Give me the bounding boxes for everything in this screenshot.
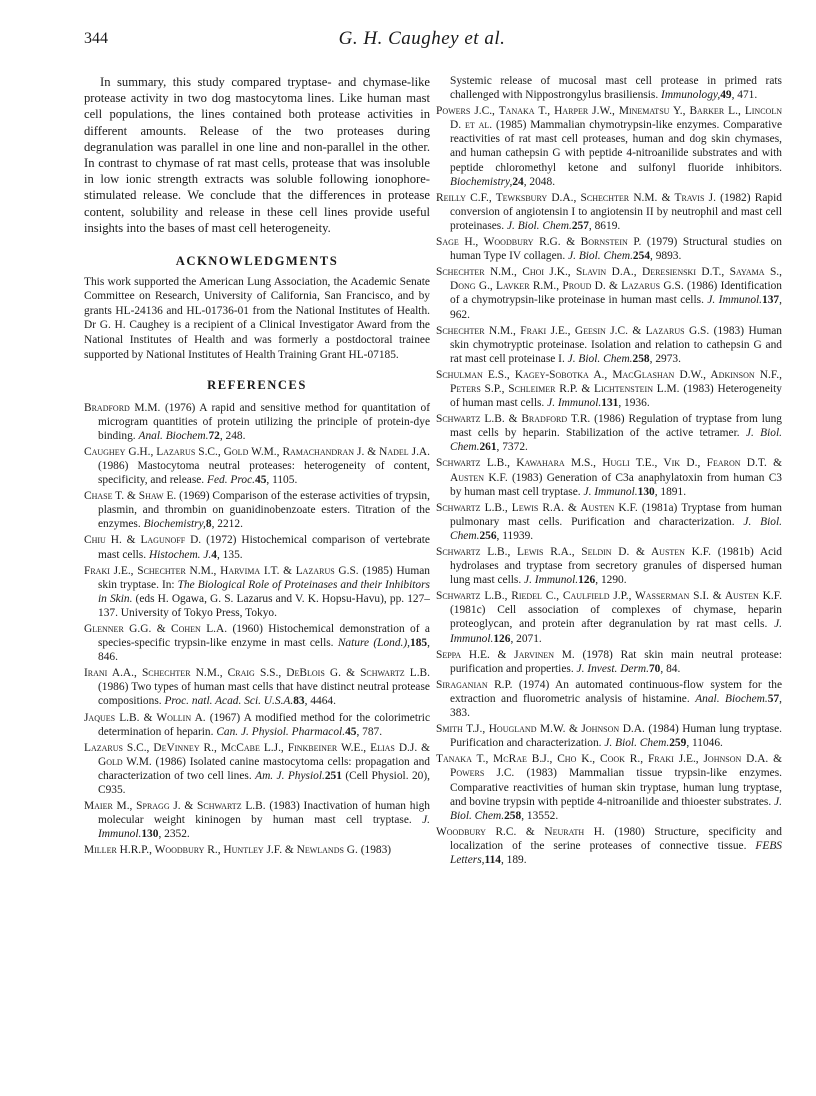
- reference-journal: Biochemistry,: [143, 518, 206, 531]
- reference-entry: [84, 843, 430, 857]
- reference-authors: Lazarus S.C., DeVinney R., McCabe L.J., Finkbeiner W.E., Elias D.J. & Gold W.M.: [84, 741, 430, 768]
- reference-pages: , 2212.: [211, 518, 243, 531]
- reference-authors: Reilly C.F., Tewksbury D.A., Schechter N.M. & Travis J.: [436, 191, 716, 204]
- reference-journal: J. Biol. Chem.: [450, 515, 782, 542]
- reference-pages: , 7372.: [496, 441, 528, 454]
- reference-title: Identification of a chymotrypsin-like proteinase in human mast cells.: [450, 280, 782, 307]
- reference-journal: Am. J. Physiol.: [255, 769, 325, 782]
- reference-title: A rapid and sensitive method for quantitation of microgram quantities of protein utilizing the principle of protein-dye binding.: [98, 401, 430, 442]
- reference-journal: J. Immunol.: [547, 397, 602, 410]
- reference-year: (1980): [614, 825, 645, 838]
- reference-journal: Anal. Biochem.: [138, 429, 209, 442]
- references-heading: REFERENCES: [207, 378, 307, 393]
- reference-title: Systemic release of mucosal mast cell protease in primed rats challenged with Nippostrongylus brasiliensis.: [450, 75, 782, 102]
- reference-year: (1972): [206, 534, 237, 547]
- reference-entry: [436, 412, 782, 454]
- reference-title: Mastocytoma neutral proteases: heterogeneity of content, specificity, and release.: [98, 459, 430, 487]
- reference-year: (1986): [155, 755, 186, 768]
- reference-pages: , 2973.: [649, 352, 681, 365]
- reference-title: Cell association of complexes of chymase, heparin proteoglycan, and protein after degranulation by rat mast cells.: [450, 604, 782, 631]
- reference-year: (1983): [360, 844, 392, 857]
- reference-title: Isolated canine mastocytoma cells: propagation and characterization of two cell lines.: [98, 755, 430, 782]
- reference-entry: [84, 799, 430, 841]
- reference-pages: , 13552.: [521, 809, 559, 822]
- reference-entry: [84, 445, 430, 487]
- reference-authors: Maier M., Spragg J. & Schwartz L.B.: [84, 800, 266, 813]
- reference-authors: Schechter N.M., Choi J.K., Slavin D.A., Deresienski D.T., Sayama S., Dong G., Lavker R.M., Proud D. & Lazarus G.S.: [436, 266, 782, 293]
- reference-title: Tryptase from human pulmonary mast cells. Purification and characterization.: [450, 501, 782, 528]
- reference-volume: 130: [141, 828, 159, 841]
- reference-entry: [84, 533, 430, 561]
- reference-volume: 256: [479, 529, 497, 542]
- reference-authors: Schwartz L.B., Kawahara M.S., Hugli T.E., Vik D., Fearon D.T. & Austen K.F.: [436, 457, 782, 484]
- reference-title: Comparison of the esterase activities of trypsin, plasmin, and thrombin on guanidinobenzoate esters. Titration of the enzymes.: [98, 490, 430, 531]
- reference-title: Rat skin main neutral protease: purification and properties.: [450, 648, 782, 675]
- reference-volume: 72: [208, 429, 220, 442]
- right-column: [436, 74, 782, 869]
- reference-pages: , 1891.: [654, 485, 687, 498]
- reference-volume: 131: [601, 397, 619, 410]
- reference-year: (1982): [720, 191, 751, 204]
- reference-authors: Fraki J.E., Schechter N.M., Harvima I.T. & Lazarus G.S.: [84, 564, 359, 577]
- reference-year: (1976): [164, 401, 196, 414]
- reference-volume: 126: [578, 574, 596, 587]
- reference-title: Acid hydrolases and tryptase from secretory granules of dispersed human lung mast cells.: [450, 546, 782, 587]
- reference-pages: , 248.: [219, 429, 246, 442]
- reference-volume: 137: [762, 294, 780, 307]
- reference-entry: [436, 265, 782, 321]
- reference-year: (1960): [232, 623, 263, 635]
- references-list-right: [436, 74, 782, 867]
- page-header: [84, 30, 760, 56]
- reference-title: Structure, specificity and localization of the serine proteases of connective tissue.: [450, 825, 782, 852]
- reference-volume: 261: [479, 441, 497, 454]
- reference-journal: J. Immunol.: [98, 814, 430, 841]
- reference-entry: [436, 456, 782, 498]
- reference-volume: 49: [720, 89, 732, 102]
- reference-volume: 258: [504, 809, 522, 822]
- reference-pages: , 135.: [216, 548, 243, 561]
- reference-title: A modified method for the colorimetric determination of heparin.: [98, 711, 431, 738]
- reference-pages: (eds H. Ogawa, G. S. Lazarus and V. K. Hopsu-Havu), pp. 127–137. University of Tokyo Press, Tokyo.: [98, 592, 431, 619]
- reference-volume: 114: [484, 853, 501, 866]
- reference-title: Histochemical demonstration of a species-specific trypsin-like enzyme in mast cells.: [98, 623, 430, 650]
- reference-pages: , 2048.: [523, 175, 556, 188]
- reference-title: Structural studies on human Type IV collagen.: [450, 236, 782, 263]
- left-column: [84, 74, 430, 860]
- reference-volume: 24: [512, 175, 524, 188]
- reference-volume: 259: [669, 737, 687, 750]
- reference-authors: Chase T. & Shaw E.: [84, 490, 177, 503]
- reference-journal: Nature (Lond.),: [337, 637, 411, 650]
- reference-pages: , 962.: [450, 294, 782, 321]
- reference-title: Histochemical comparison of vertebrate mast cells.: [98, 534, 430, 561]
- reference-pages: , 471.: [731, 89, 758, 102]
- reference-title: Human skin chymotryptic proteinase. Isolation and relation to cathepsin G and rat mast cell proteinase I.: [450, 324, 782, 365]
- reference-year: (1981c): [450, 604, 486, 617]
- reference-pages: , 2352.: [158, 828, 190, 841]
- reference-entry: [436, 368, 782, 410]
- reference-journal: J. Biol. Chem.: [568, 250, 633, 263]
- reference-entry: [84, 741, 430, 797]
- reference-title: Mammalian tissue trypsin-like enzymes. Comparative reactivities of human skin tryptase, human lung tryptase, and bovine trypsin with peptide 4-nitroanilide and thioester substrates.: [450, 767, 782, 808]
- reference-year: (1983): [713, 324, 745, 337]
- reference-volume: 257: [571, 219, 589, 232]
- reference-year: (1983): [512, 471, 543, 484]
- reference-year: (1985): [362, 564, 393, 577]
- reference-journal: J. Biol. Chem.: [450, 427, 782, 454]
- reference-volume: 8: [205, 518, 212, 531]
- reference-title: Mammalian chymotrypsin-like enzymes. Comparative reactivities of rat mast cell proteases, human and dog skin chymases, and human cathepsin G with peptide 4-nitroanilide substrates and with peptide chloromethyl ketone and sulfonyl fluoride inhibitors.: [450, 119, 782, 174]
- reference-year: (1969): [179, 490, 210, 503]
- reference-pages: , 84.: [660, 662, 681, 675]
- reference-volume: 83: [293, 695, 305, 708]
- reference-entry: [84, 666, 430, 708]
- reference-year: (1979): [646, 236, 678, 249]
- reference-pages: , 383.: [450, 692, 782, 720]
- reference-volume: 4: [211, 548, 217, 561]
- reference-journal: FEBS Letters,: [450, 839, 782, 866]
- reference-journal: J. Biol. Chem.: [567, 352, 633, 365]
- reference-volume: 185: [410, 637, 428, 650]
- reference-title: Generation of C3a anaphylatoxin from human C3 by human mast cell tryptase.: [450, 471, 782, 498]
- reference-volume: 130: [637, 485, 655, 498]
- reference-entry: [84, 564, 430, 620]
- reference-year: (1981b): [717, 546, 754, 558]
- reference-authors: Woodbury R.C. & Neurath H.: [436, 825, 605, 838]
- reference-authors: Chiu H. & Lagunoff D.: [84, 534, 202, 547]
- acknowledgments-heading: ACKNOWLEDGMENTS: [175, 254, 339, 269]
- reference-volume: 254: [632, 250, 651, 263]
- reference-pages: , 189.: [500, 853, 527, 866]
- reference-journal: J. Immunol.: [524, 574, 579, 587]
- acknowledgments-paragraph: This work supported the American Lung Association, the Academic Senate Committee on Research, University of California, San Francisco, and by grants HL-24136 and HL-01736-01 from the National Institutes of Health. Dr G. H. Caughey is a recipient of a Clinical Investigator Award from the National Institutes of Health and was formerly a postdoctoral trainee supported by National Institutes of Health Training Grant HL-07185.: [84, 275, 430, 361]
- reference-year: (1983): [526, 767, 557, 780]
- reference-year: (1984): [648, 723, 679, 736]
- reference-pages: , 11939.: [496, 529, 534, 542]
- reference-entry: [436, 324, 782, 366]
- reference-entry: [436, 678, 782, 720]
- reference-entry: [436, 104, 782, 189]
- reference-authors: Schulman E.S., Kagey-Sobotka A., MacGlashan D.W., Adkinson N.F., Peters S.P., Schleimer R.P. & Lichtenstein L.M.: [436, 368, 782, 395]
- reference-authors: Schwartz L.B., Riedel C., Caulfield J.P., Wasserman S.I. & Austen K.F.: [436, 590, 782, 603]
- summary-paragraph: In summary, this study compared tryptase- and chymase-like protease activity in two dog mastocytoma lines. Like human mast cell populations, the lines contained both protease activities in different amounts. Release of the two proteases during degranulation was parallel in one line and non-parallel in the other. In contrast to chymase of rat mast cells, protease that was insoluble in low ionic strength extracts was soluble following ionophore-stimulated release. We conclude that the differences in protease content, solubility and release in these cell lines provide useful insights into the bases of mast cell heterogeneity.: [84, 75, 430, 235]
- reference-pages: , 2071.: [510, 632, 542, 645]
- reference-pages: , 9893.: [650, 250, 682, 263]
- reference-authors: Seppa H.E. & Jarvinen M.: [436, 648, 575, 661]
- references-list-left: [84, 401, 430, 858]
- reference-entry: [436, 752, 782, 822]
- reference-entry: [436, 191, 782, 233]
- reference-title: Human skin tryptase. In:: [98, 564, 430, 591]
- reference-volume: 45: [255, 474, 267, 487]
- reference-pages: , 1105.: [266, 474, 298, 487]
- reference-journal: Fed. Proc.: [207, 474, 255, 487]
- reference-year: (1983): [269, 800, 300, 813]
- reference-journal: Proc. natl. Acad. Sci. U.S.A.: [164, 695, 294, 708]
- reference-entry: [84, 622, 430, 664]
- reference-entry: [84, 401, 430, 443]
- reference-title: Human lung tryptase. Purification and characterization.: [450, 723, 783, 750]
- reference-journal: Can. J. Physiol. Pharmacol.: [216, 725, 346, 738]
- reference-journal: J. Immunol.: [707, 294, 763, 307]
- reference-journal: Histochem. J.: [148, 548, 212, 561]
- reference-title: Heterogeneity of human mast cells.: [450, 382, 782, 410]
- reference-year: (1986): [98, 459, 129, 472]
- reference-title: An automated continuous-flow system for the extraction and fluorometric analysis of histamine.: [450, 678, 783, 705]
- reference-journal: J. Biol. Chem.: [450, 795, 782, 822]
- reference-authors: Bradford M.M.: [84, 401, 161, 414]
- reference-year: (1986): [686, 280, 718, 293]
- reference-year: (1978): [582, 648, 613, 661]
- reference-entry: [436, 74, 782, 102]
- reference-pages: , 1936.: [618, 397, 650, 410]
- reference-journal: J. Invest. Derm.: [576, 662, 649, 675]
- reference-entry: [436, 722, 782, 750]
- reference-pages: , 787.: [356, 725, 383, 738]
- reference-authors: Powers J.C., Tanaka T., Harper J.W., Minematsu Y., Barker L., Lincoln D. et al.: [436, 105, 782, 132]
- reference-authors: Schwartz L.B. & Bradford T.R.: [436, 413, 591, 426]
- reference-volume: 45: [345, 725, 357, 738]
- reference-pages: , 8619.: [588, 219, 621, 232]
- reference-journal: The Biological Role of Proteinases and their Inhibitors in Skin.: [98, 578, 430, 605]
- reference-pages: , 11046.: [686, 737, 723, 750]
- reference-authors: Smith T.J., Hougland M.W. & Johnson D.A.: [436, 723, 645, 736]
- reference-year: (1986): [98, 681, 129, 694]
- reference-year: (1981a): [641, 501, 678, 514]
- reference-volume: 57: [767, 692, 780, 705]
- reference-title: Inactivation of human high molecular weight kininogen by human mast cell tryptase.: [98, 800, 430, 827]
- reference-pages: , 4464.: [304, 695, 336, 708]
- reference-entry: [436, 545, 782, 587]
- reference-authors: Schechter N.M., Fraki J.E., Geesin J.C. & Lazarus G.S.: [436, 324, 710, 337]
- reference-year: (1974): [518, 678, 550, 691]
- reference-volume: 126: [493, 632, 511, 645]
- reference-journal: Anal. Biochem.: [695, 692, 768, 705]
- reference-year: (1967): [209, 711, 241, 724]
- reference-year: (1983): [683, 382, 714, 395]
- reference-authors: Schwartz L.B., Lewis R.A., Seldin D. & Austen K.F.: [436, 546, 711, 558]
- reference-title: Rapid conversion of angiotensin I to angiotensin II by neutrophil and mast cell proteinases.: [450, 191, 782, 232]
- reference-authors: Schwartz L.B., Lewis R.A. & Austen K.F.: [436, 501, 638, 514]
- reference-pages: , 846.: [98, 637, 430, 664]
- reference-authors: Irani A.A., Schechter N.M., Craig S.S., DeBlois G. & Schwartz L.B.: [84, 667, 430, 680]
- reference-entry: [436, 501, 782, 543]
- reference-volume: 251: [324, 769, 342, 782]
- reference-journal: J. Immunol.: [583, 485, 638, 498]
- reference-year: (1986): [594, 413, 625, 426]
- reference-entry: [436, 648, 782, 676]
- reference-title: Two types of human mast cells that have distinct neutral protease compositions.: [98, 681, 430, 708]
- reference-entry: [84, 489, 430, 531]
- reference-journal: J. Biol. Chem.: [604, 737, 670, 750]
- page-number: 344: [84, 30, 108, 47]
- reference-journal: J. Biol. Chem.: [506, 219, 572, 232]
- reference-title: Regulation of tryptase from lung mast cells by heparin. Stabilization of the active tetramer.: [450, 413, 782, 440]
- reference-authors: Miller H.R.P., Woodbury R., Huntley J.F. & Newlands G.: [84, 844, 358, 857]
- reference-authors: Sage H., Woodbury R.G. & Bornstein P.: [436, 236, 642, 249]
- reference-authors: Tanaka T., McRae B.J., Cho K., Cook R., Fraki J.E., Johnson D.A. & Powers J.C.: [436, 753, 782, 780]
- reference-journal: J. Immunol.: [450, 618, 782, 645]
- reference-entry: [436, 825, 782, 867]
- reference-entry: [84, 711, 430, 739]
- reference-journal: Biochemistry,: [450, 175, 513, 188]
- reference-entry: [436, 589, 782, 645]
- reference-pages: (Cell Physiol. 20), C935.: [98, 769, 430, 797]
- reference-year: (1985): [496, 119, 527, 132]
- reference-pages: , 1290.: [595, 574, 627, 587]
- reference-volume: 70: [648, 662, 661, 675]
- reference-authors: Glenner G.G. & Cohen L.A.: [84, 623, 228, 635]
- reference-authors: Caughey G.H., Lazarus S.C., Gold W.M., Ramachandran J. & Nadel J.A.: [84, 445, 430, 458]
- reference-entry: [436, 235, 782, 263]
- reference-authors: Siraganian R.P.: [436, 678, 513, 691]
- reference-journal: Immunology,: [661, 89, 721, 102]
- reference-authors: Jaques L.B. & Wollin A.: [84, 711, 206, 724]
- reference-volume: 258: [632, 352, 650, 365]
- running-head: G. H. Caughey et al.: [338, 28, 506, 49]
